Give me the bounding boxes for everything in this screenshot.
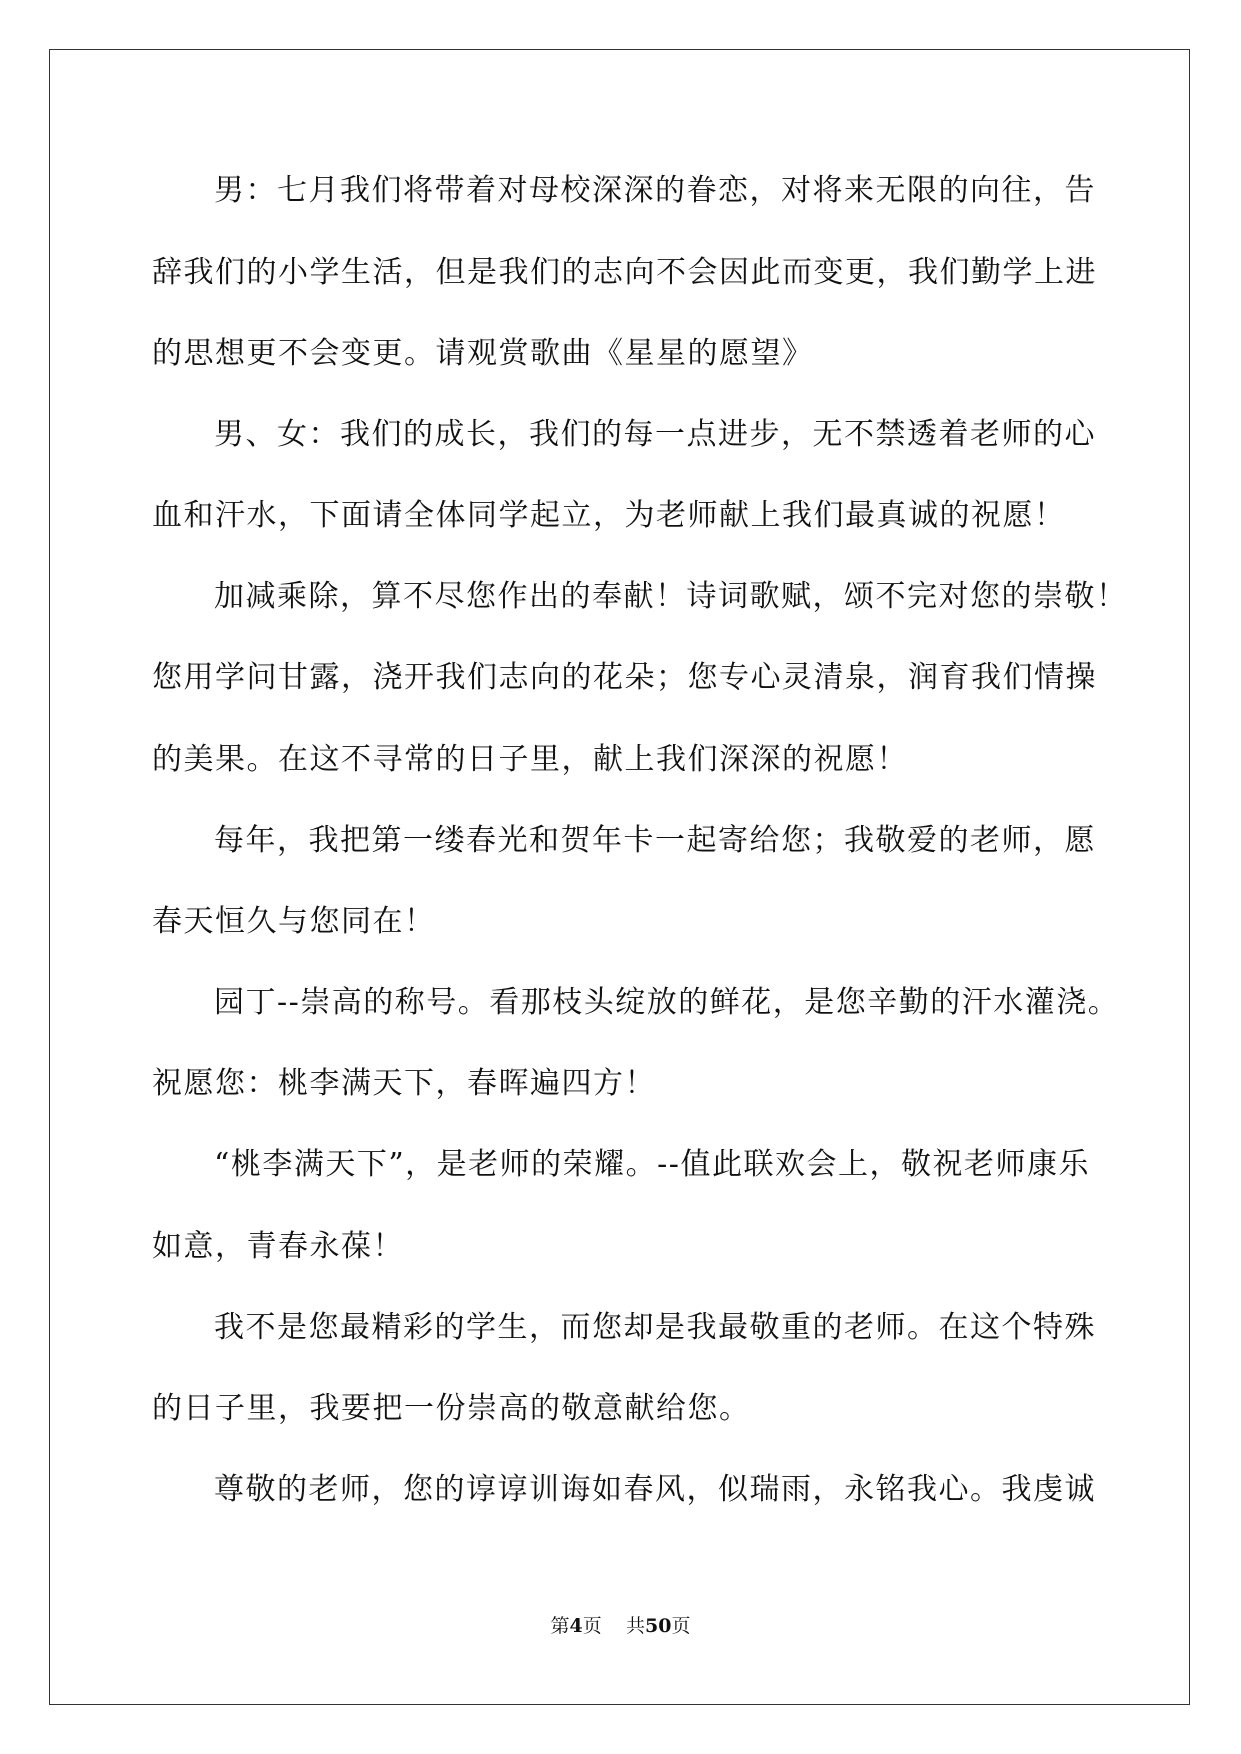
- page-footer: [0, 1614, 1241, 1638]
- text-line: 男：七月我们将带着对母校深深的眷恋，对将来无限的向往，告: [214, 173, 1096, 208]
- page-prefix: 第: [550, 1615, 570, 1637]
- text-line: 祝愿您：桃李满天下，春晖遍四方！: [152, 1066, 656, 1101]
- page-suffix: 页: [582, 1615, 602, 1637]
- text-line: 加减乘除，算不尽您作出的奉献！诗词歌赋，颂不完对您的崇敬！: [214, 579, 1128, 614]
- total-prefix: 共: [625, 1615, 645, 1637]
- text-line: 您用学问甘露，浇开我们志向的花朵；您专心灵清泉，润育我们情操: [152, 660, 1097, 695]
- text-line: 的美果。在这不寻常的日子里，献上我们深深的祝愿！: [152, 742, 908, 777]
- text-line: 血和汗水，下面请全体同学起立，为老师献上我们最真诚的祝愿！: [152, 498, 1066, 533]
- page-border: [49, 49, 1190, 1705]
- text-line: 的思想更不会变更。请观赏歌曲《星星的愿望》: [152, 336, 814, 371]
- text-line: 尊敬的老师，您的谆谆训诲如春风，似瑞雨，永铭我心。我虔诚: [214, 1472, 1096, 1507]
- text-line: 每年，我把第一缕春光和贺年卡一起寄给您；我敬爱的老师，愿: [214, 823, 1096, 858]
- total-pages-number: 50: [644, 1615, 672, 1637]
- text-line: 辞我们的小学生活，但是我们的志向不会因此而变更，我们勤学上进: [152, 255, 1097, 290]
- text-line: 如意，青春永葆！: [152, 1229, 404, 1264]
- current-page-number: 4: [569, 1615, 583, 1637]
- text-line: 的日子里，我要把一份崇高的敬意献给您。: [152, 1391, 751, 1426]
- text-line: 园丁--崇高的称号。看那枝头绽放的鲜花，是您辛勤的汗水灌浇。: [214, 985, 1120, 1020]
- text-line: 男、女：我们的成长，我们的每一点进步，无不禁透着老师的心: [214, 417, 1096, 452]
- total-suffix: 页: [671, 1615, 691, 1637]
- text-line: 我不是您最精彩的学生，而您却是我最敬重的老师。在这个特殊: [214, 1310, 1096, 1345]
- text-line: 春天恒久与您同在！: [152, 904, 436, 939]
- text-line: “桃李满天下”，是老师的荣耀。--值此联欢会上，敬祝老师康乐: [214, 1147, 1090, 1182]
